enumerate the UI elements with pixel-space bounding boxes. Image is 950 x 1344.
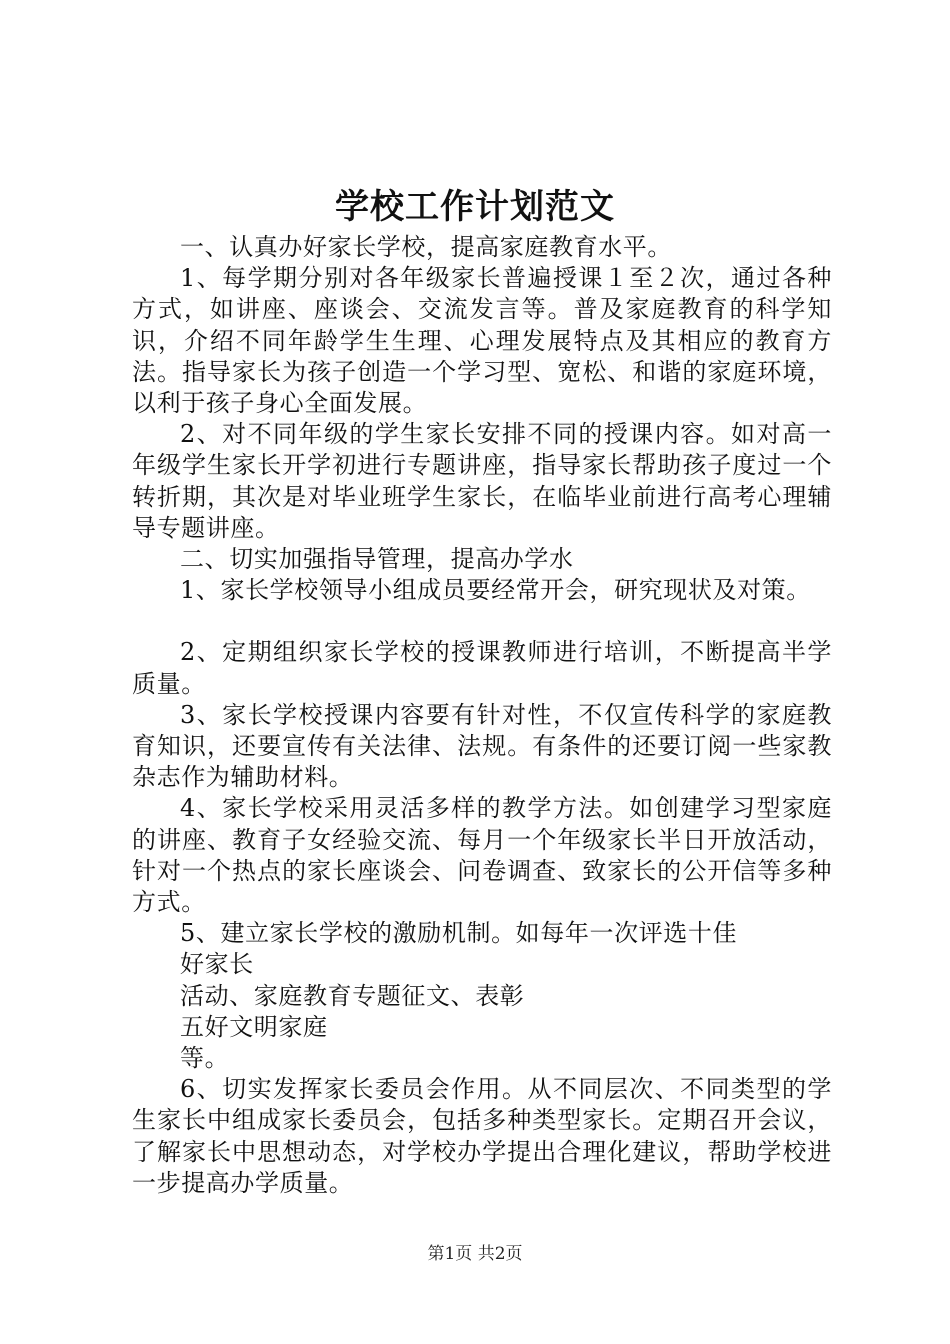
paragraph-2-5-line-5: 等。 bbox=[180, 1044, 230, 1073]
document-title: 学校工作计划范文 bbox=[335, 187, 615, 227]
paragraph-1-2: 2、对不同年级的学生家长安排不同的授课内容。如对高一年级学生家长开学初进行专题讲座，指导家长帮助孩子度过一个转折期，其次是对毕业班学生家长，在临毕业前进行高考心理辅导专题讲座。 bbox=[132, 420, 832, 542]
paragraph-2-5-line-4: 五好文明家庭 bbox=[180, 1012, 328, 1041]
paragraph-2-4: 4、家长学校采用灵活多样的教学方法。如创建学习型家庭的讲座、教育子女经验交流、每月一个年级家长半日开放活动，针对一个热点的家长座谈会、问卷调查、致家长的公开信等多种方式。 bbox=[132, 794, 832, 917]
paragraph-2-5: 5、建立家长学校的激励机制。如每年一次评选十佳 bbox=[180, 919, 738, 948]
paragraph-1-1: 1、每学期分别对各年级家长普遍授课１至２次，通过各种方式，如讲座、座谈会、交流发言等。普及家庭教育的科学知识，介绍不同年龄学生生理、心理发展特点及其相应的教育方法。指导家长为孩子创造一个学习型、宽松、和谐的家庭环境，以利于孩子身心全面发展。 bbox=[132, 264, 832, 418]
paragraph-2-3: 3、家长学校授课内容要有针对性，不仅宣传科学的家庭教育知识，还要宣传有关法律、法规。有条件的还要订阅一些家教杂志作为辅助材料。 bbox=[132, 700, 832, 792]
section-heading-1: 一、认真办好家长学校，提高家庭教育水平。 bbox=[180, 233, 672, 261]
document-body bbox=[132, 232, 832, 1199]
paragraph-2-1: 1、家长学校领导小组成员要经常开会，研究现状及对策。 bbox=[180, 576, 811, 605]
page-footer: 第1页 共2页 bbox=[427, 1244, 523, 1264]
paragraph-2-2: 2、定期组织家长学校的授课教师进行培训，不断提高半学质量。 bbox=[132, 638, 832, 698]
paragraph-2-5-line-2: 好家长 bbox=[180, 950, 254, 979]
section-heading-2: 二、切实加强指导管理，提高办学水 bbox=[180, 545, 574, 574]
paragraph-2-5-line-3: 活动、家庭教育专题征文、表彰 bbox=[180, 981, 525, 1010]
paragraph-2-6: 6、切实发挥家长委员会作用。从不同层次、不同类型的学生家长中组成家长委员会，包括多种类型家长。定期召开会议，了解家长中思想动态，对学校办学提出合理化建议，帮助学校进一步提高办学质量。 bbox=[132, 1075, 832, 1197]
